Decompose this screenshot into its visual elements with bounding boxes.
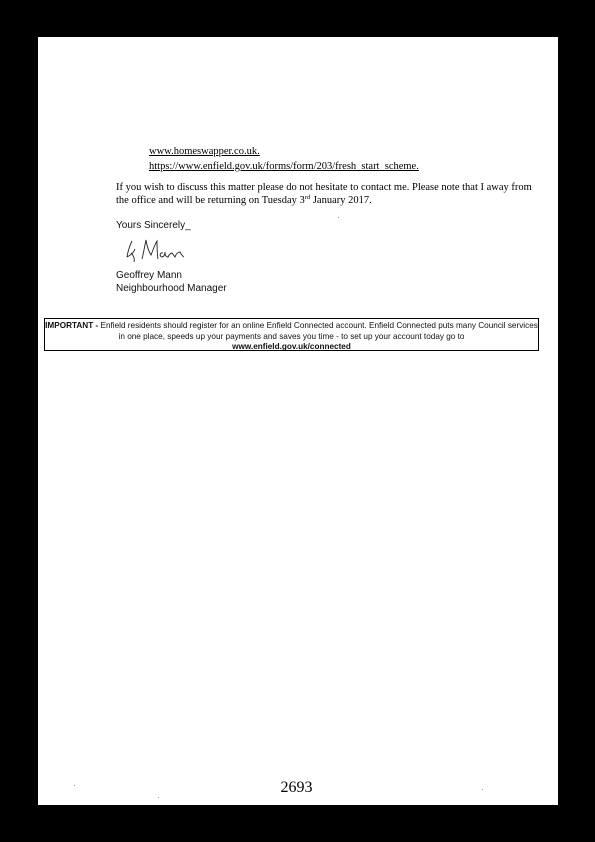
paragraph-text-before: If you wish to discuss this matter please do not hesitate to contact me. Please note that I away from the office and will be returning on Tuesday 3	[116, 182, 532, 206]
paragraph-text-after: January 2017.	[310, 195, 372, 206]
scan-speck	[338, 217, 339, 218]
scan-speck	[158, 797, 159, 798]
paragraph-superscript: rd	[304, 194, 311, 201]
scan-speck	[74, 785, 75, 786]
signatory-name: Geoffrey Mann	[116, 270, 182, 281]
page-number: 2693	[280, 779, 313, 796]
notice-body: Enfield residents should register for an online Enfield Connected account. Enfield Connected puts many Council services in one place, speeds up your payments and saves you time - to set up your account today go to	[98, 321, 538, 341]
closing-salutation: Yours Sincerely_	[116, 220, 191, 231]
enfield-connected-link[interactable]: www.enfield.gov.uk/connected	[232, 342, 351, 351]
page-number-container	[38, 37, 558, 805]
signatory-title: Neighbourhood Manager	[116, 283, 227, 294]
fresh-start-scheme-link[interactable]: https://www.enfield.gov.uk/forms/form/203/fresh_start_scheme.	[149, 161, 419, 172]
scan-speck	[482, 789, 483, 790]
letter-page	[38, 37, 558, 805]
notice-label: IMPORTANT -	[45, 321, 99, 330]
homeswapper-link[interactable]: www.homeswapper.co.uk.	[149, 146, 260, 157]
